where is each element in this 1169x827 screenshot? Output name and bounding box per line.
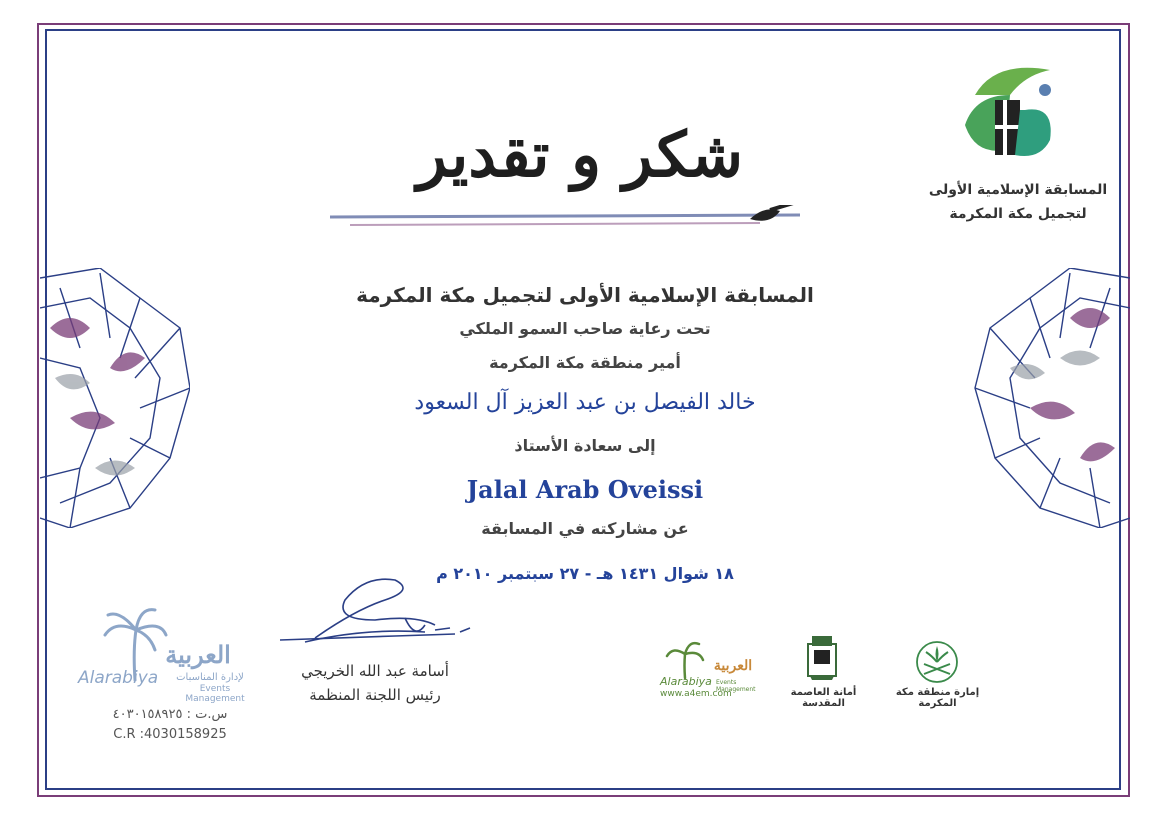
left-calligraphy-pattern xyxy=(40,268,190,528)
reason-line: عن مشاركته في المسابقة xyxy=(481,519,689,538)
emirate-caption: إمارة منطقة مكة المكرمة xyxy=(895,687,980,709)
brush-stroke-decoration xyxy=(330,205,870,235)
cr-number-en: C.R :4030158925 xyxy=(113,727,227,742)
signatory-name: أسامة عبد الله الخريجي xyxy=(301,662,449,680)
saudi-emblem-icon xyxy=(912,640,962,684)
right-calligraphy-pattern xyxy=(970,268,1130,528)
org-logo-line2: لتجميل مكة المكرمة xyxy=(949,206,1087,222)
to-line: إلى سعادة الأستاذ xyxy=(514,436,656,455)
patronage-line: تحت رعاية صاحب السمو الملكي xyxy=(459,319,711,338)
amanah-emblem-icon xyxy=(802,632,842,682)
amanah-caption: أمانة العاصمة المقدسة xyxy=(790,687,857,709)
org-logo-line1: المسابقة الإسلامية الأولى xyxy=(928,182,1108,198)
alarabiya-sub-en: Events Management xyxy=(185,684,245,704)
recipient-name: Jalal Arab Oveissi xyxy=(466,475,704,504)
small-palm-icon xyxy=(665,640,705,680)
partner-alarabiya-sub: Events Management xyxy=(716,679,756,693)
competition-logo-icon xyxy=(955,55,1065,165)
cr-number-ar: س.ت : ٤٠٣٠١٥٨٩٢٥ xyxy=(112,707,228,722)
certificate-title: شكر و تقدير xyxy=(416,118,744,191)
prince-name: خالد الفيصل بن عبد العزيز آل السعود xyxy=(414,390,756,415)
competition-name: المسابقة الإسلامية الأولى لتجميل مكة المكرمة xyxy=(356,283,814,307)
signatory-role: رئيس اللجنة المنظمة xyxy=(309,686,441,704)
alarabiya-arabic: العربية xyxy=(165,640,231,669)
alarabiya-sub-ar: لإدارة المناسبات xyxy=(176,672,244,683)
partner-alarabiya-url: www.a4em.com xyxy=(660,689,732,699)
date-line: ١٨ شوال ١٤٣١ هـ - ٢٧ سبتمبر ٢٠١٠ م xyxy=(436,564,734,583)
partner-alarabiya-arabic: العربية xyxy=(713,658,753,674)
governor-title: أمير منطقة مكة المكرمة xyxy=(489,353,681,372)
alarabiya-latin: Alarabiya xyxy=(78,668,159,688)
signature-mark xyxy=(275,570,475,655)
partner-alarabiya-latin: Alarabiya xyxy=(660,675,712,688)
